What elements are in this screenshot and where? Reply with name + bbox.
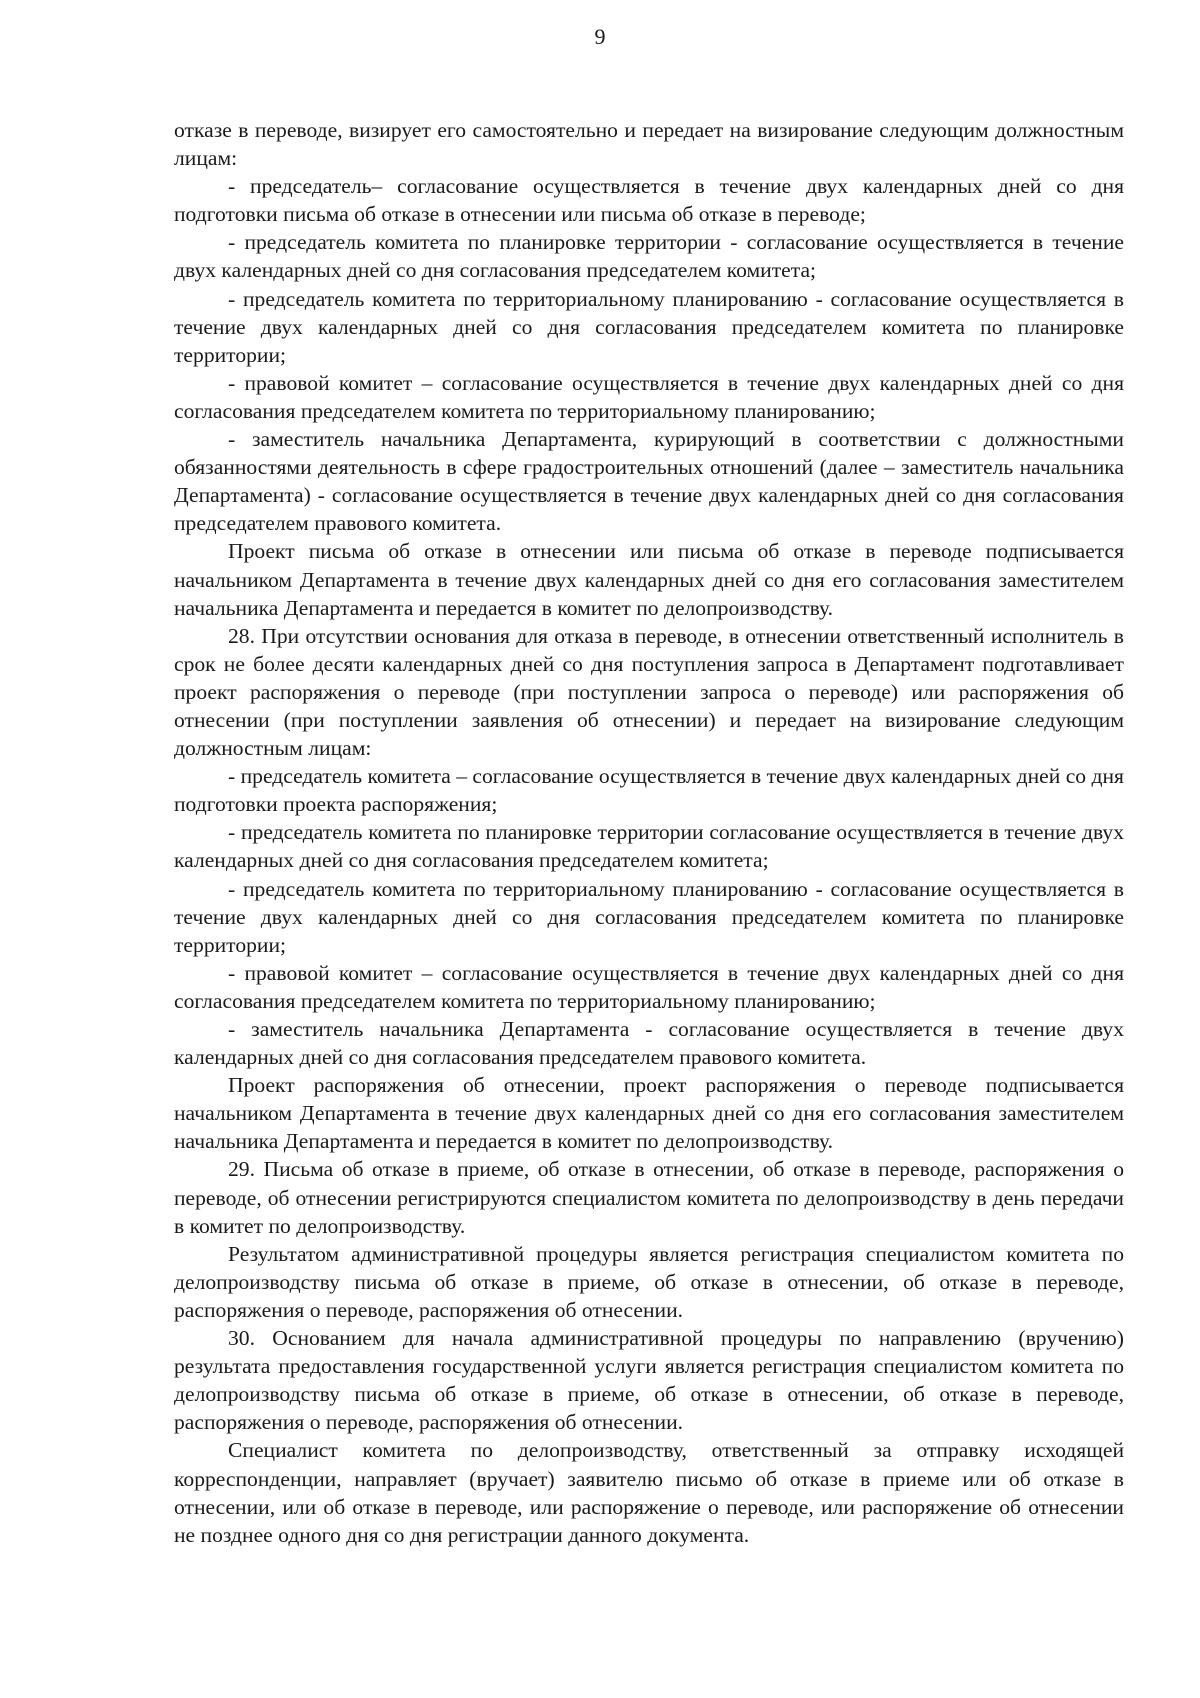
paragraph: - правовой комитет – согласование осуществляется в течение двух календарных дней со дня согласования председателем комитета по территориальному планированию; <box>174 960 1124 1013</box>
paragraph: - правовой комитет – согласование осуществляется в течение двух календарных дней со дня согласования председателем комитета по территориальному планированию; <box>174 370 1124 423</box>
paragraph: Проект письма об отказе в отнесении или письма об отказе в переводе подписывается начальником Департамента в течение двух календарных дней со дня его согласования заместителем начальника Департамента и передается в комитет по делопроизводству. <box>174 539 1124 620</box>
paragraph: 29. Письма об отказе в приеме, об отказе в отнесении, об отказе в переводе, распоряжения о переводе, об отнесении регистрируются специалистом комитета по делопроизводству в день передачи в комитет по делопроизводству. <box>174 1157 1124 1238</box>
paragraph: - председатель комитета – согласование осуществляется в течение двух календарных дней со дня подготовки проекта распоряжения; <box>174 764 1124 817</box>
paragraph: - председатель комитета по планировке территории согласование осуществляется в течение двух календарных дней со дня согласования председателем комитета; <box>174 820 1124 873</box>
paragraph: - заместитель начальника Департамента - согласование осуществляется в течение двух календарных дней со дня согласования председателем правового комитета. <box>174 1017 1124 1070</box>
document-body <box>174 116 1124 1549</box>
paragraph: 30. Основанием для начала административной процедуры по направлению (вручению) результата предоставления государственной услуги является регистрация специалистом комитета по делопроизводству письма об отказе в приеме, об отказе в отнесении, об отказе в переводе, распоряжения о переводе, распоряжения об отнесении. <box>174 1326 1124 1435</box>
paragraph: - председатель комитета по территориальному планированию - согласование осуществляется в течение двух календарных дней со дня согласования председателем комитета по планировке территории; <box>174 876 1124 957</box>
paragraph: Специалист комитета по делопроизводству, ответственный за отправку исходящей корреспонденции, направляет (вручает) заявителю письмо об отказе в приеме или об отказе в отнесении, или об отказе в переводе, или распоряжение о переводе, или распоряжение об отнесении не позднее одного дня со дня регистрации данного документа. <box>174 1438 1124 1547</box>
page-number: 9 <box>594 24 606 49</box>
paragraph: 28. При отсутствии основания для отказа в переводе, в отнесении ответственный исполнитель в срок не более десяти календарных дней со дня поступления запроса в Департамент подготавливает проект распоряжения о переводе (при поступлении запроса о переводе) или распоряжения об отнесении (при поступлении заявления об отнесении) и передает на визирование следующим должностным лицам: <box>174 623 1124 761</box>
paragraph: Проект распоряжения об отнесении, проект распоряжения о переводе подписывается начальником Департамента в течение двух календарных дней со дня его согласования заместителем начальника Департамента и передается в комитет по делопроизводству. <box>174 1073 1124 1154</box>
paragraph: - председатель комитета по территориальному планированию - согласование осуществляется в течение двух календарных дней со дня согласования председателем комитета по планировке территории; <box>174 286 1124 367</box>
paragraph: - председатель комитета по планировке территории - согласование осуществляется в течение двух календарных дней со дня согласования председателем комитета; <box>174 230 1124 283</box>
paragraph: Результатом административной процедуры является регистрация специалистом комитета по делопроизводству письма об отказе в приеме, об отказе в отнесении, об отказе в переводе, распоряжения о переводе, распоряжения об отнесении. <box>174 1241 1124 1322</box>
paragraph: отказе в переводе, визирует его самостоятельно и передает на визирование следующим должностным лицам: <box>174 118 1124 171</box>
paragraph: - заместитель начальника Департамента, курирующий в соответствии с должностными обязанностями деятельность в сфере градостроительных отношений (далее – заместитель начальника Департамента) - согласование осуществляется в течение двух календарных дней со дня согласования председателем правового комитета. <box>174 427 1124 536</box>
paragraph: - председатель– согласование осуществляется в течение двух календарных дней со дня подготовки письма об отказе в отнесении или письма об отказе в переводе; <box>174 174 1124 227</box>
